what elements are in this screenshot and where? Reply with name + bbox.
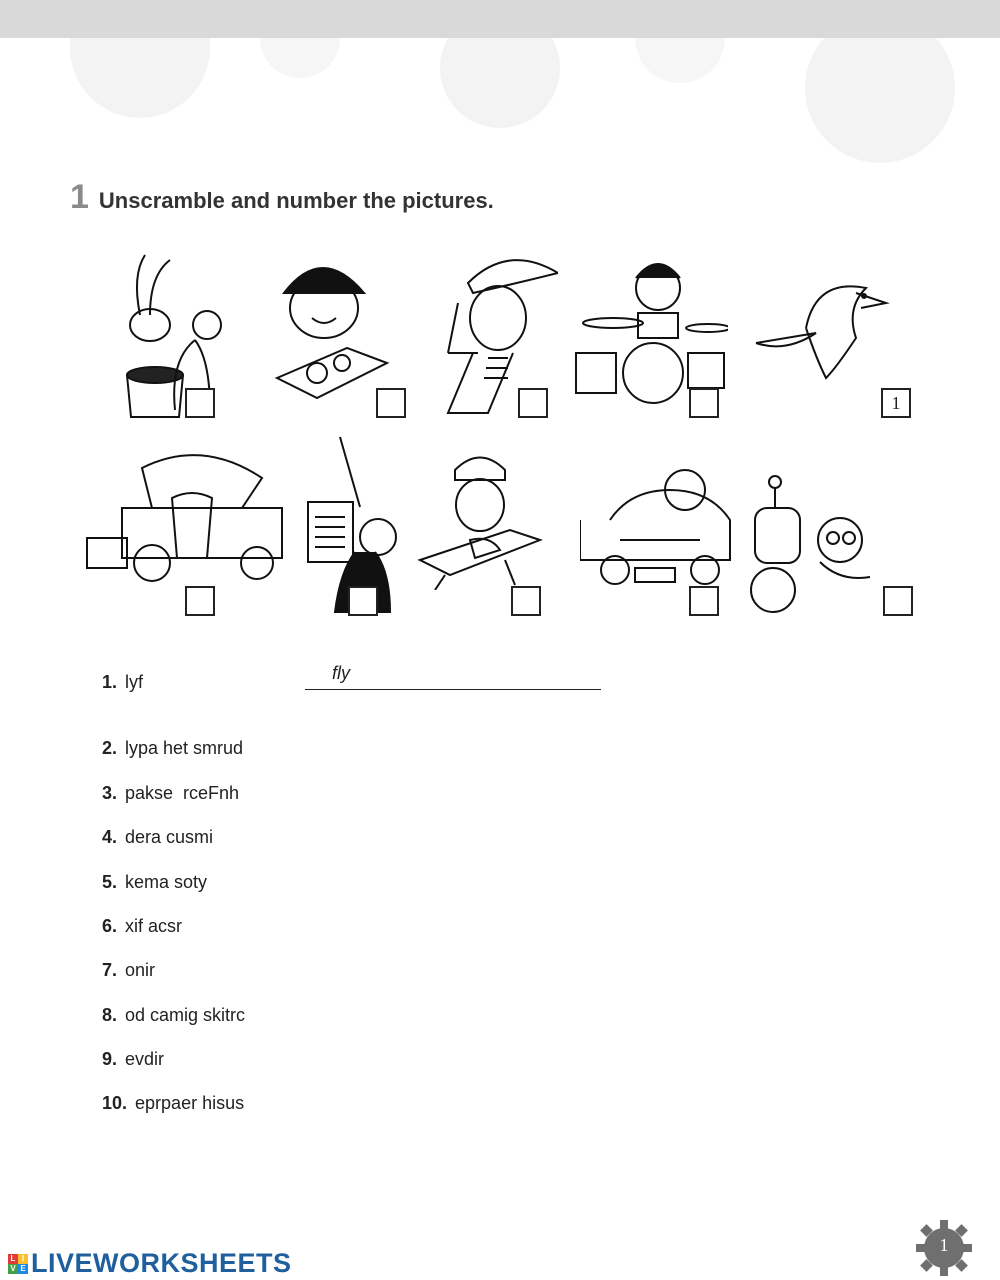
list-item [102, 960, 155, 981]
picture-number-box[interactable] [518, 388, 548, 418]
logo-mark-icon: L I V E [8, 1254, 28, 1274]
picture-robot-builder [745, 470, 895, 620]
item-number: 1. [102, 672, 118, 692]
item-number: 9. [102, 1049, 118, 1069]
picture-number-box[interactable] [689, 388, 719, 418]
scrambled-word: onir [125, 960, 156, 980]
scrambled-word: kema soty [125, 872, 208, 892]
answer-text: fly [332, 663, 350, 683]
picture-number-box[interactable] [185, 586, 215, 616]
picture-sushi-boy [262, 248, 392, 408]
picture-driver [580, 450, 740, 590]
scrambled-word: lypa het smrud [125, 738, 244, 758]
picture-number-box[interactable] [376, 388, 406, 418]
picture-ironing [415, 450, 550, 590]
picture-number-box[interactable] [185, 388, 215, 418]
item-number: 7. [102, 960, 118, 980]
page-number: 1 [939, 1235, 949, 1255]
picture-number-box[interactable] [348, 586, 378, 616]
picture-number-box[interactable] [511, 586, 541, 616]
list-item [102, 1093, 244, 1114]
list-item [102, 916, 182, 937]
item-number: 10. [102, 1093, 128, 1113]
exercise-number: 1 [70, 178, 89, 216]
list-item [102, 872, 207, 893]
item-number: 6. [102, 916, 118, 936]
item-number: 8. [102, 1005, 118, 1025]
exercise-instruction: Unscramble and number the pictures. [98, 188, 494, 213]
brand-name: LIVEWORKSHEETS [31, 1248, 292, 1278]
picture-number-box[interactable] [689, 586, 719, 616]
list-item [102, 672, 143, 693]
list-item [102, 1005, 245, 1026]
scrambled-word: pakse rceFnh [125, 783, 240, 803]
picture-bird [736, 268, 896, 388]
scrambled-word: lyf [125, 672, 144, 692]
scrambled-word: xif acsr [125, 916, 183, 936]
scrambled-word: evdir [125, 1049, 165, 1069]
list-item [102, 1049, 164, 1070]
picture-number-box[interactable] [883, 586, 913, 616]
list-item [102, 827, 213, 848]
scrambled-word: eprpaer hisus [135, 1093, 245, 1113]
item-number: 3. [102, 783, 118, 803]
scrambled-word: dera cusmi [125, 827, 214, 847]
top-bar [0, 0, 1000, 38]
item-number: 2. [102, 738, 118, 758]
picture-number-box[interactable]: 1 [881, 388, 911, 418]
scrambled-word: od camig skitrc [125, 1005, 246, 1025]
item-number: 5. [102, 872, 118, 892]
list-item [102, 738, 243, 759]
liveworksheets-logo[interactable] [8, 1248, 292, 1279]
decorative-gears [0, 38, 1000, 168]
exercise-heading [70, 178, 494, 217]
answer-field[interactable] [305, 660, 601, 690]
list-item [102, 783, 239, 804]
picture-mechanic [82, 448, 287, 588]
item-number: 4. [102, 827, 118, 847]
